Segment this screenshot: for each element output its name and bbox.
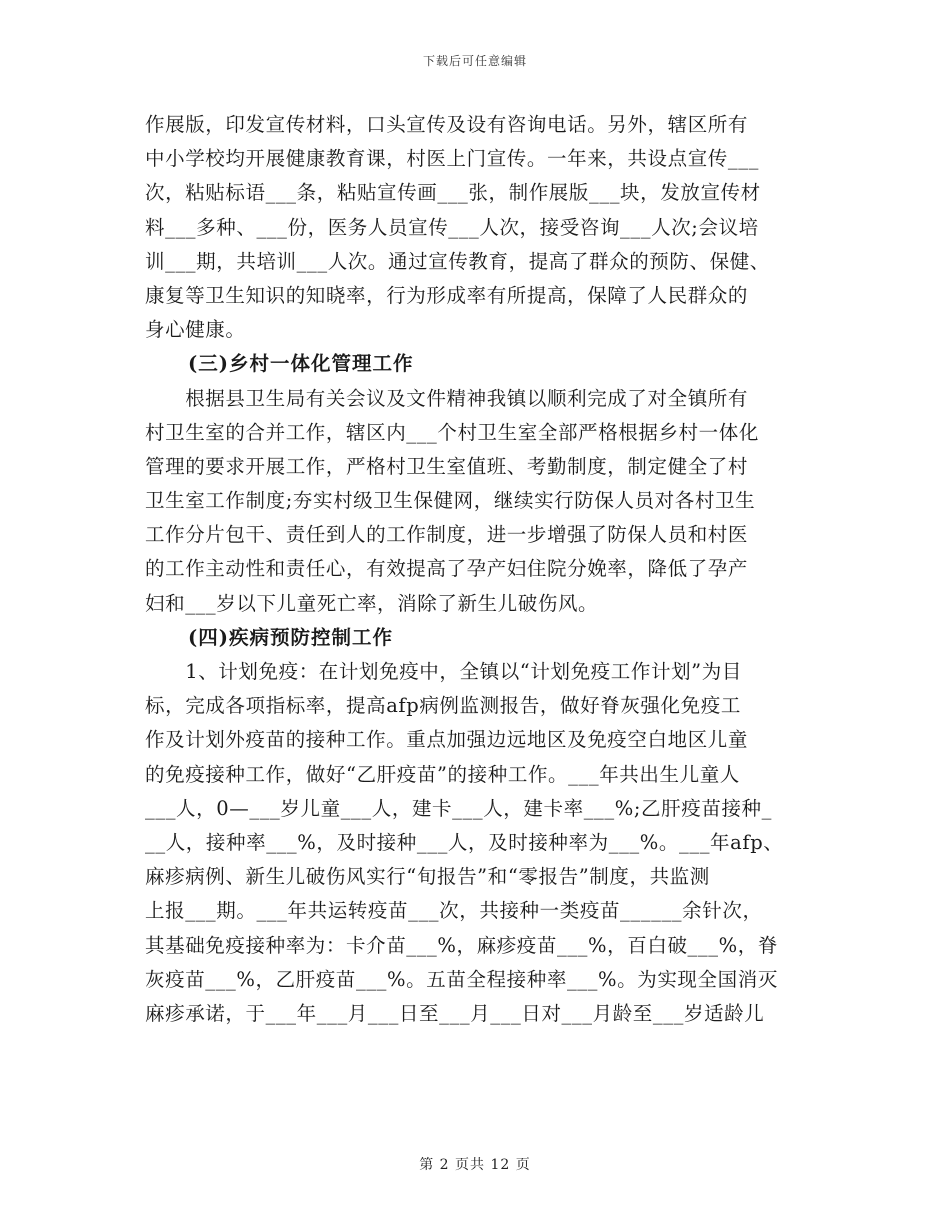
body-text-line: 康复等卫生知识的知晓率，行为形成率有所提高，保障了人民群众的 bbox=[145, 283, 749, 307]
body-text-line: 工作分片包干、责任到人的工作制度，进一步增强了防保人员和村医 bbox=[145, 523, 749, 547]
body-text-line: 的工作主动性和责任心，有效提高了孕产妇住院分娩率，降低了孕产 bbox=[145, 557, 749, 581]
body-text-line: 标，完成各项指标率，提高afp病例监测报告，做好脊灰强化免疫工 bbox=[145, 694, 741, 718]
page-footer: 第 2 页共 12 页 bbox=[419, 1157, 531, 1173]
body-text-line: 的免疫接种工作，做好“乙肝疫苗”的接种工作。___年共出生儿童人 bbox=[145, 762, 740, 786]
body-text-line: 村卫生室的合并工作，辖区内___个村卫生室全部严格根据乡村一体化 bbox=[145, 420, 759, 444]
body-text-line: 身心健康。 bbox=[145, 318, 246, 342]
body-text-line: 上报___期。___年共运转疫苗___次，共接种一类疫苗______余针次， bbox=[145, 899, 763, 923]
body-text-line: 训___期，共培训___人次。通过宣传教育，提高了群众的预防、保健、 bbox=[145, 249, 770, 273]
body-text-line: 妇和___岁以下儿童死亡率，消除了新生儿破伤风。 bbox=[145, 591, 599, 615]
body-text-line: 根据县卫生局有关会议及文件精神我镇以顺利完成了对全镇所有 bbox=[145, 386, 749, 410]
body-text-line: 其基础免疫接种率为：卡介苗___%，麻疹疫苗___%，百白破___%，脊 bbox=[145, 933, 778, 957]
body-text-line: 1、计划免疫：在计划免疫中，全镇以“计划免疫工作计划”为目 bbox=[145, 660, 742, 683]
document-body bbox=[145, 108, 805, 1031]
page-header: 下载后可任意编辑 bbox=[422, 54, 527, 68]
section-heading: (三)乡村一体化管理工作 bbox=[188, 352, 414, 376]
section-heading: (四)疾病预防控制工作 bbox=[188, 625, 393, 649]
body-text-line: 次，粘贴标语___条，粘贴宣传画___张，制作展版___块，发放宣传材 bbox=[145, 181, 761, 205]
body-text-line: 作及计划外疫苗的接种工作。重点加强边远地区及免疫空白地区儿童 bbox=[145, 728, 749, 752]
body-text-line: 作展版，印发宣传材料，口头宣传及设有咨询电话。另外，辖区所有 bbox=[145, 113, 749, 136]
body-text-line: 卫生室工作制度;夯实村级卫生保健网，继续实行防保人员对各村卫生 bbox=[145, 489, 756, 513]
body-text-line: 麻疹承诺，于___年___月___日至___月___日对___月龄至___岁适龄儿 bbox=[145, 1001, 765, 1025]
body-text-line: 中小学校均开展健康教育课，村医上门宣传。一年来，共设点宣传___ bbox=[145, 147, 759, 171]
body-text-line: 灰疫苗___%，乙肝疫苗___%。五苗全程接种率___%。为实现全国消灭 bbox=[145, 967, 778, 991]
body-text-line: 料___多种、___份，医务人员宣传___人次，接受咨询___人次;会议培 bbox=[145, 215, 759, 239]
body-text-line: ___人，0—___岁儿童___人，建卡___人，建卡率___%;乙肝疫苗接种_ bbox=[145, 796, 773, 820]
body-text-line: 麻疹病例、新生儿破伤风实行“旬报告”和“零报告”制度，共监测 bbox=[145, 865, 710, 889]
body-text-line: __人，接种率___%，及时接种___人，及时接种率为___%。___年afp、 bbox=[145, 830, 784, 854]
body-text-line: 管理的要求开展工作，严格村卫生室值班、考勤制度，制定健全了村 bbox=[145, 454, 749, 478]
